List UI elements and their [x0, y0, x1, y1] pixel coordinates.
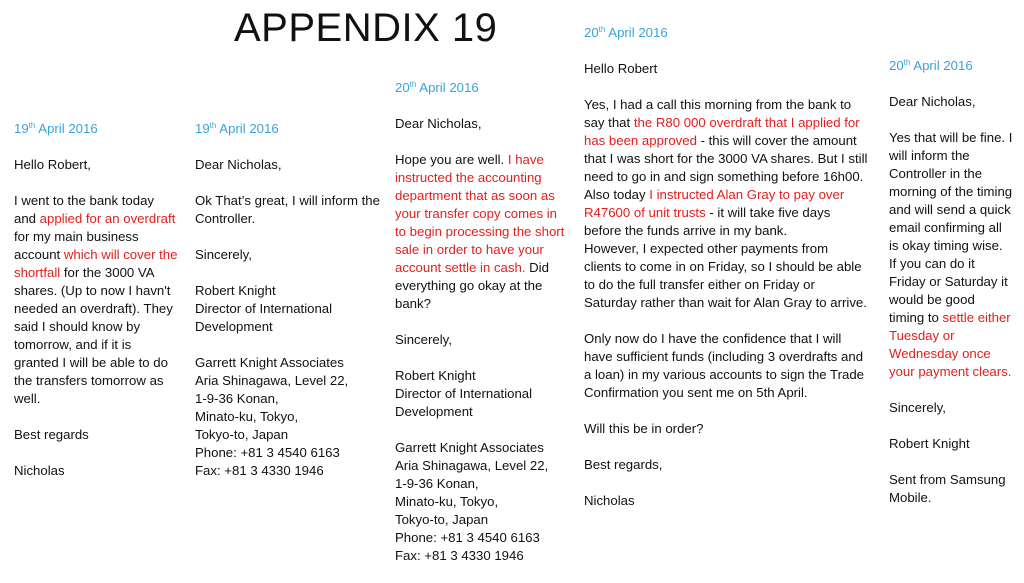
letter-body: Yes, I had a call this morning from the bank to say that the R80 000 overdraft that I applied for has been approved - this will cover the amount that I was short for the 3000 VA shares. But I still need to go in and sign something before 16h00. Also today I instructed Alan Gray to pay over R47600 of unit trusts - it will take five days before the funds arrive in my bank. However, I expected other payments from clients to come in on Friday, so I should be able to do the full transfer either on Friday or Saturday rather than wait for Alan Gray to arrive.: [584, 97, 868, 310]
letter-4: [584, 24, 869, 528]
letter-date: 20th April 2016: [395, 80, 479, 95]
letter-closing: Sincerely,: [395, 332, 452, 347]
letter-signature: Robert Knight Director of International Development: [395, 368, 533, 419]
letter-5: [889, 57, 1013, 525]
letter-closing: Sincerely,: [195, 247, 252, 262]
letter-signature: Robert Knight Director of International Development: [195, 283, 333, 334]
letter-signature: Nicholas: [14, 463, 65, 478]
letter-body: I went to the bank today and applied for an overdraft for my main business account which will cover the shortfall for the 3000 VA shares. (Up to now I havn't needed an overdraft). They said I should know by tomorrow, and if it is granted I will be able to do the transfers tomorrow as well.: [14, 193, 178, 406]
letter-body: Hope you are well. I have instructed the accounting department that as soon as your transfer copy comes in to begin processing the short sale in order to have your account settle in cash. Did everything go okay at the bank?: [395, 152, 565, 311]
letter-1: [14, 120, 179, 498]
letter-3: [395, 79, 571, 583]
letter-date: 19th April 2016: [14, 121, 98, 136]
letter-date: 19th April 2016: [195, 121, 279, 136]
letter-2: [195, 120, 380, 498]
letter-body-continued: Only now do I have the confidence that I will have sufficient funds (including 3 overdrafts and a loan) in my various accounts to sign the Trade Confirmation you sent me on 5th April.: [584, 331, 865, 400]
letter-address: Garrett Knight Associates Aria Shinagawa, Level 22, 1-9-36 Konan, Minato-ku, Tokyo, Tokyo-to, Japan Phone: +81 3 4540 6163 Fax: +81 3 4330 1946: [195, 355, 349, 478]
letter-greeting: Dear Nicholas,: [889, 94, 976, 109]
letter-address: Garrett Knight Associates Aria Shinagawa, Level 22, 1-9-36 Konan, Minato-ku, Tokyo, Tokyo-to, Japan Phone: +81 3 4540 6163 Fax: +81 3 4330 1946: [395, 440, 549, 563]
letter-greeting: Hello Robert: [584, 61, 658, 76]
letter-question: Will this be in order?: [584, 421, 704, 436]
letter-greeting: Dear Nicholas,: [195, 157, 282, 172]
letter-date: 20th April 2016: [889, 58, 973, 73]
letter-greeting: Hello Robert,: [14, 157, 91, 172]
letter-date: 20th April 2016: [584, 25, 668, 40]
letter-greeting: Dear Nicholas,: [395, 116, 482, 131]
letter-body: Ok That’s great, I will inform the Controller.: [195, 193, 380, 226]
letter-footer: Sent from Samsung Mobile.: [889, 472, 1006, 505]
letter-signature: Robert Knight: [889, 436, 970, 451]
letter-closing: Best regards,: [584, 457, 663, 472]
page-title: APPENDIX 19: [234, 6, 498, 50]
letter-body: Yes that will be fine. I will inform the Controller in the morning of the timing and will send a quick email confirming all is okay timing wise. If you can do it Friday or Saturday it would be good timing to settle either Tuesday or Wednesday once your payment clears.: [889, 130, 1013, 379]
letter-closing: Best regards: [14, 427, 89, 442]
letter-signature: Nicholas: [584, 493, 635, 508]
letter-closing: Sincerely,: [889, 400, 946, 415]
